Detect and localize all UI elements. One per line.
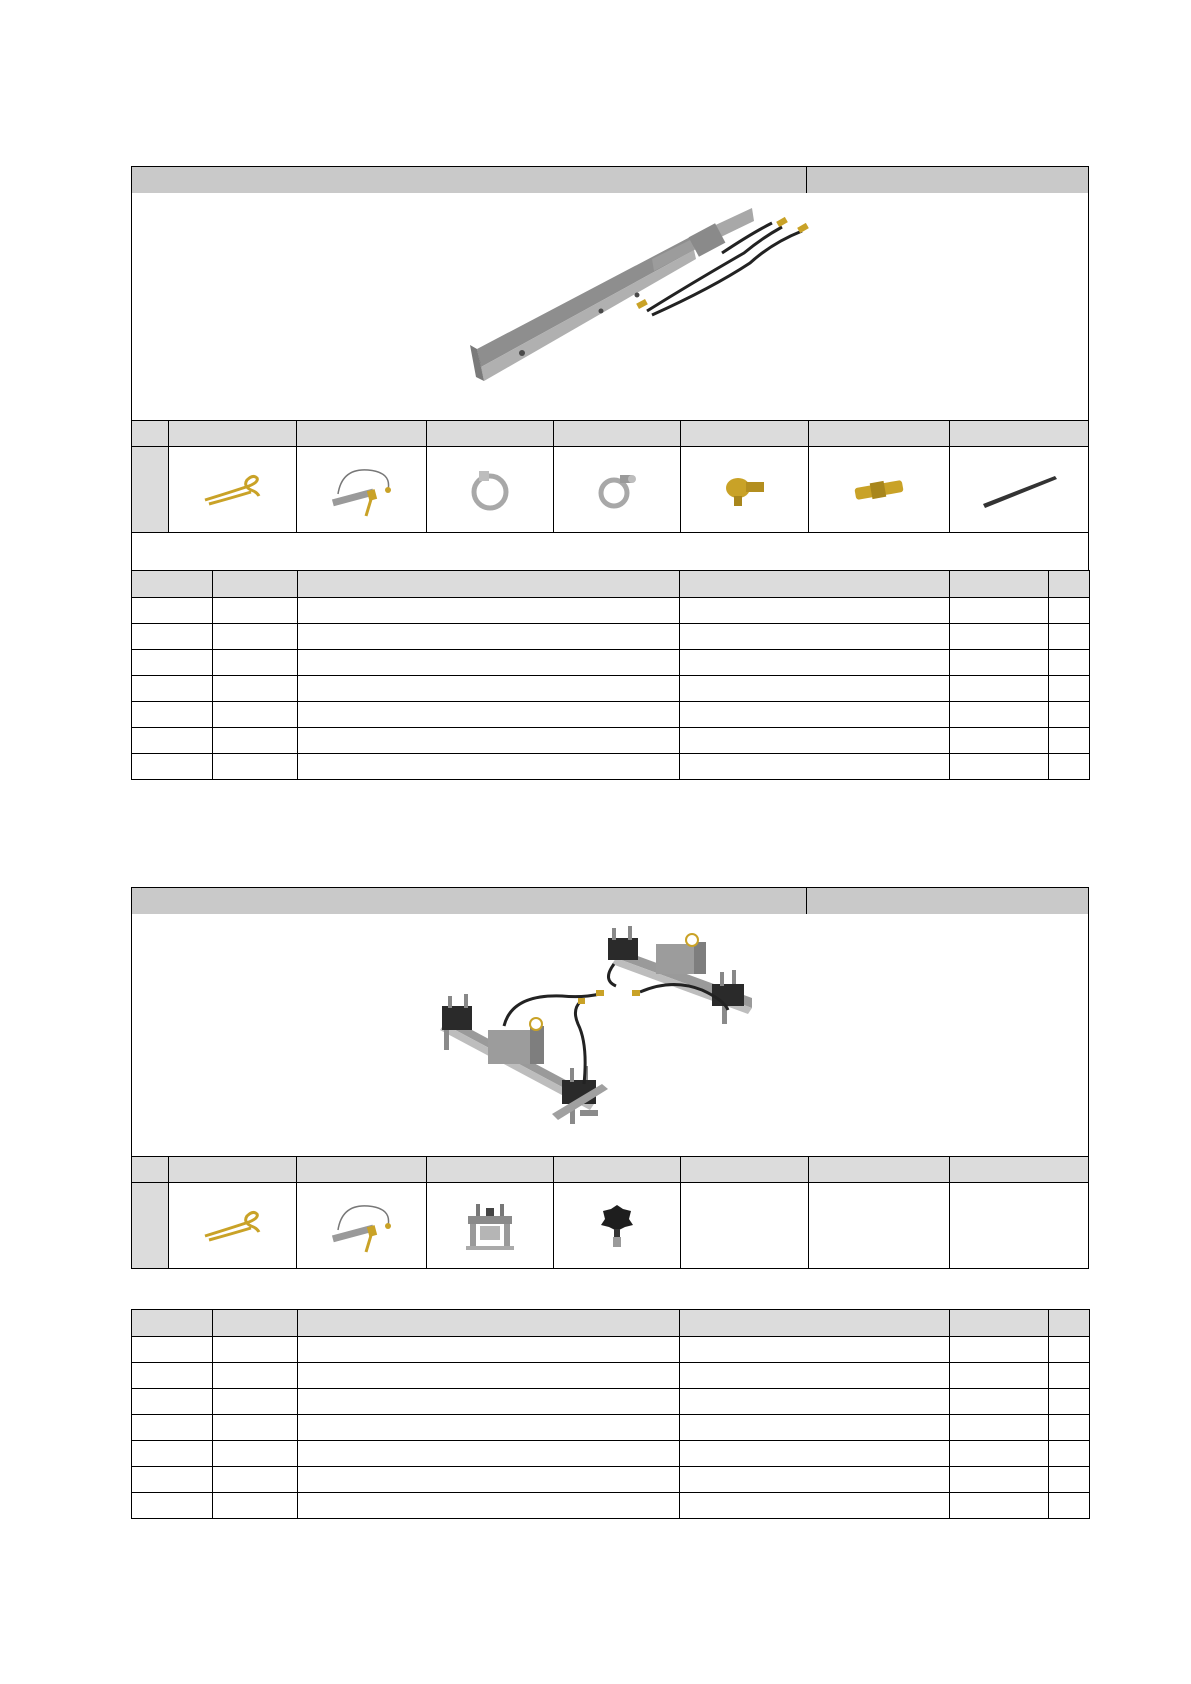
part-cell-hose-clamp-screw bbox=[553, 447, 680, 533]
parts-header-cell bbox=[553, 420, 680, 447]
parts-header-cell bbox=[168, 420, 296, 447]
hose-clamp-with-screw-icon bbox=[592, 465, 642, 515]
assembly-illustration-area bbox=[131, 914, 1089, 1157]
parts-image-row bbox=[131, 447, 1089, 533]
parts-header-cell bbox=[680, 1156, 808, 1183]
parts-header-row bbox=[131, 420, 1089, 447]
brass-hose-connector-icon bbox=[849, 478, 909, 502]
parts-header-cell bbox=[168, 1156, 296, 1183]
section-code-cell bbox=[807, 888, 1088, 914]
parts-header-cell bbox=[949, 420, 1089, 447]
part-cell-empty bbox=[808, 1183, 949, 1269]
table-row bbox=[132, 650, 1090, 676]
table-row bbox=[132, 1363, 1090, 1389]
parts-header-cell bbox=[808, 1156, 949, 1183]
parts-row-label-cell bbox=[131, 1183, 168, 1269]
part-cell-lynch-pin bbox=[296, 1183, 426, 1269]
lynch-pin-with-lanyard-icon bbox=[322, 1196, 402, 1256]
table-row bbox=[132, 1467, 1090, 1493]
table-row bbox=[132, 624, 1090, 650]
part-cell-star-knob bbox=[553, 1183, 680, 1269]
parts-list-header-row bbox=[132, 1310, 1090, 1337]
section-header-row bbox=[131, 887, 1089, 915]
parts-header-cell bbox=[426, 1156, 553, 1183]
section-title-cell bbox=[132, 167, 807, 193]
parts-header-cell bbox=[553, 1156, 680, 1183]
section-header-row bbox=[131, 166, 1089, 194]
parts-row-label-cell bbox=[131, 447, 168, 533]
parts-header-cell bbox=[949, 1156, 1089, 1183]
table-row bbox=[132, 1493, 1090, 1519]
parts-header-cell bbox=[808, 420, 949, 447]
part-cell-tapered-rod bbox=[949, 447, 1089, 533]
star-knob-icon bbox=[597, 1201, 637, 1251]
twin-clamp-assemblies-illustration bbox=[132, 914, 1088, 1156]
table-row bbox=[132, 1441, 1090, 1467]
parts-header-row bbox=[131, 1156, 1089, 1183]
parts-header-cell bbox=[296, 420, 426, 447]
table-row bbox=[132, 598, 1090, 624]
clamp-bracket-icon bbox=[460, 1198, 520, 1254]
table-row bbox=[132, 1337, 1090, 1363]
part-cell-hydraulic-coupling bbox=[680, 447, 808, 533]
parts-header-cell bbox=[296, 1156, 426, 1183]
part-cell-hair-pin-clip bbox=[168, 447, 296, 533]
parts-list-table bbox=[131, 570, 1090, 780]
part-cell-empty bbox=[949, 1183, 1089, 1269]
hair-pin-clip-icon bbox=[201, 472, 265, 508]
table-row bbox=[132, 702, 1090, 728]
parts-header-cell bbox=[131, 420, 168, 447]
part-cell-clamp-bracket bbox=[426, 1183, 553, 1269]
parts-header-cell bbox=[426, 420, 553, 447]
part-cell-empty bbox=[680, 1183, 808, 1269]
hose-clamp-icon bbox=[465, 465, 515, 515]
parts-image-row bbox=[131, 1183, 1089, 1269]
part-cell-lynch-pin bbox=[296, 447, 426, 533]
brass-hydraulic-coupling-icon bbox=[720, 470, 770, 510]
table-row bbox=[132, 1389, 1090, 1415]
parts-header-cell bbox=[131, 1156, 168, 1183]
table-row bbox=[132, 1415, 1090, 1441]
part-cell-hair-pin-clip bbox=[168, 1183, 296, 1269]
part-cell-hose-clamp bbox=[426, 447, 553, 533]
table-row bbox=[132, 676, 1090, 702]
section-code-cell bbox=[807, 167, 1088, 193]
parts-list-header-row bbox=[132, 571, 1090, 598]
section-title-cell bbox=[132, 888, 807, 914]
hair-pin-clip-icon bbox=[201, 1208, 265, 1244]
table-row bbox=[132, 754, 1090, 780]
lynch-pin-with-lanyard-icon bbox=[322, 460, 402, 520]
table-row bbox=[132, 728, 1090, 754]
parts-list-table bbox=[131, 1309, 1090, 1519]
parts-header-cell bbox=[680, 420, 808, 447]
tapered-rod-icon bbox=[979, 470, 1059, 510]
part-cell-hose-connector bbox=[808, 447, 949, 533]
